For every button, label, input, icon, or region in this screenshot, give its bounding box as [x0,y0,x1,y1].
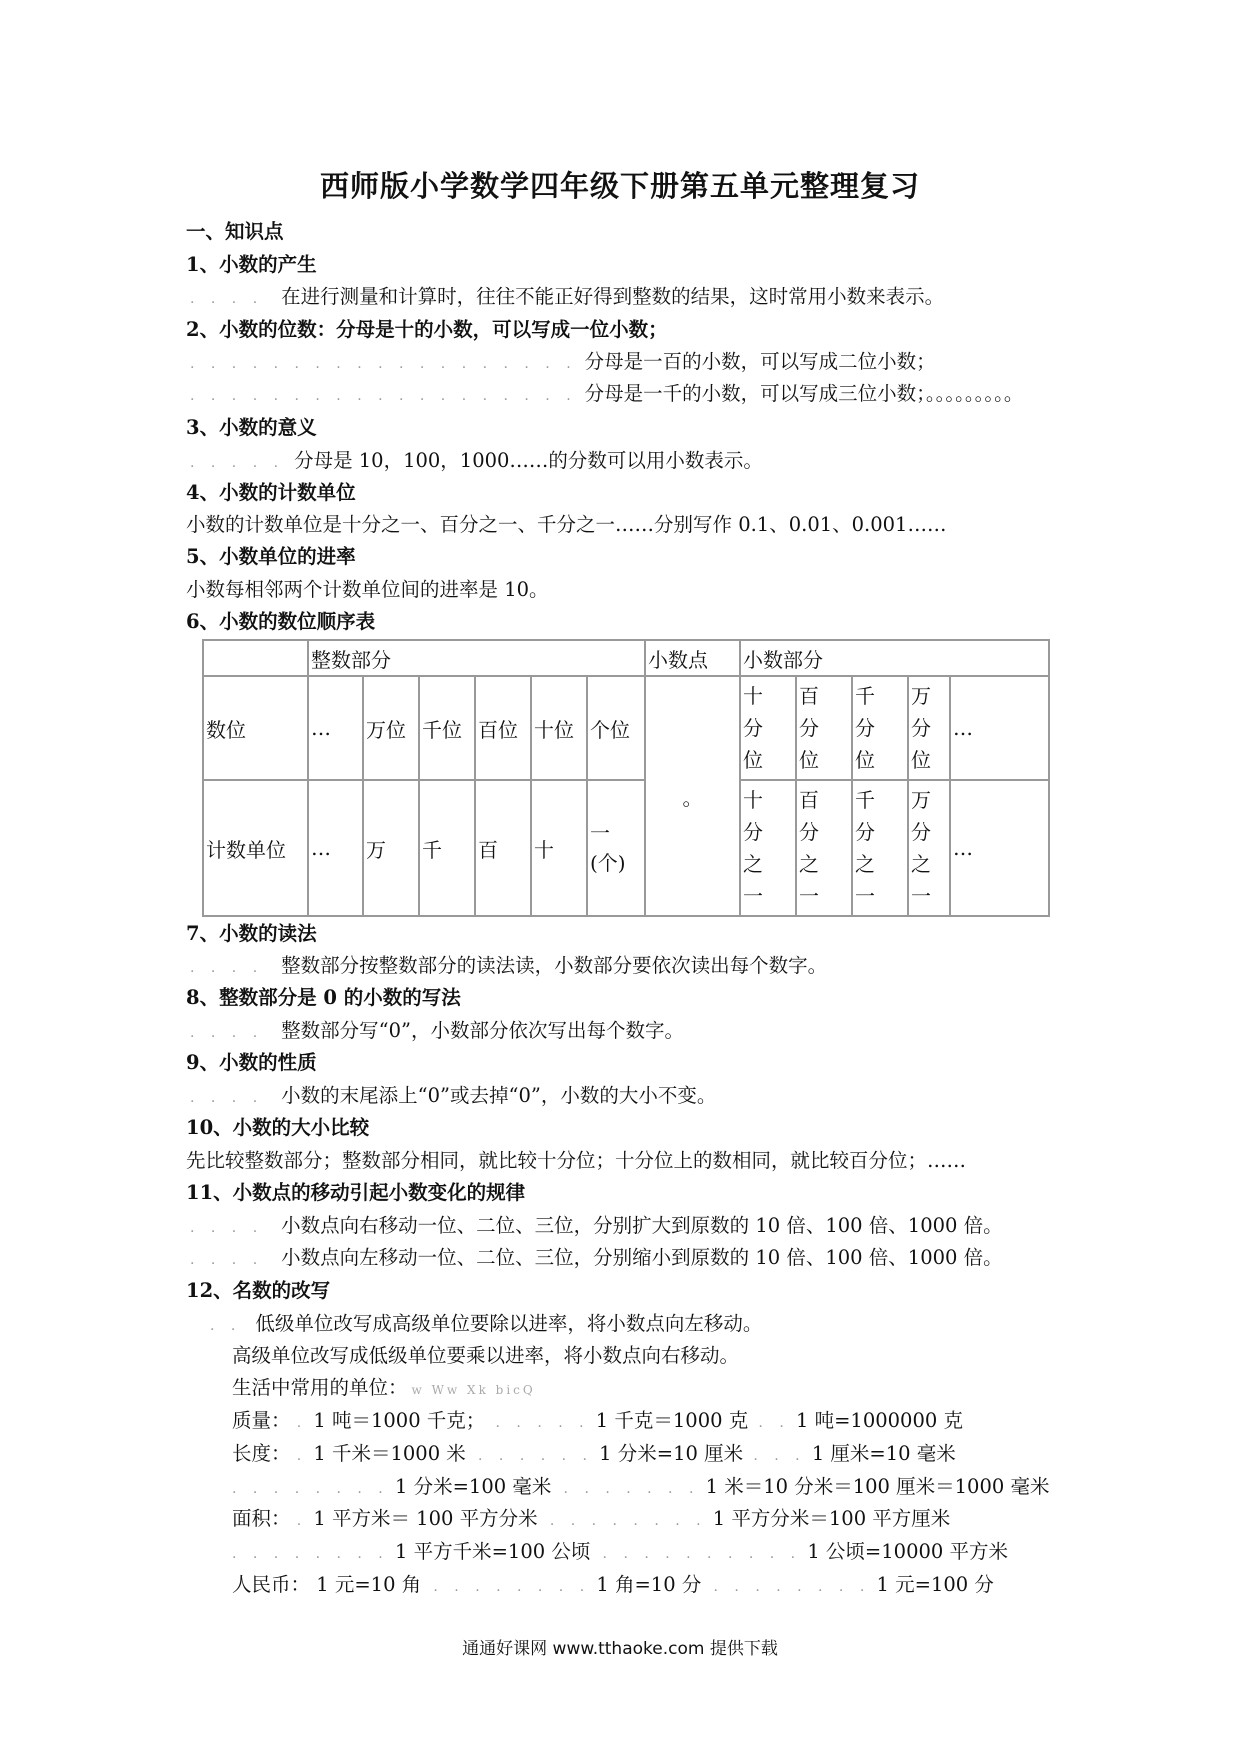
s9-text-row [190,1081,716,1113]
s8-text: 整数部分写“0”，小数部分依次写出每个数字。 [281,1019,685,1042]
s12-line2: 高级单位改写成低级单位要乘以进率，将小数点向右移动。 [232,1344,740,1367]
mass-item: 1 吨=1000000 克 [795,1409,963,1432]
table-corner-cell [203,640,308,676]
dec-unit-cell: 千 分 之 一 [852,780,908,916]
leader-dots: . . . . [190,1090,264,1106]
leader-dots: . . . . . . . . [713,1579,871,1595]
dec-place-cell: 千 分 位 [852,676,908,780]
table-header-row [203,640,1049,676]
int-place-cell: 个位 [587,676,645,780]
s8-text-row [190,1016,684,1048]
leader-dots: . . . . [190,1025,264,1041]
mass-label: 质量： [232,1409,291,1432]
leader-dots: . [296,1415,308,1431]
dec-unit-cell: 十 分 之 一 [740,780,796,916]
s3-text: 分母是 10，100，1000……的分数可以用小数表示。 [294,449,763,472]
s2-line2: 分母是一百的小数，可以写成二位小数； [584,350,936,373]
leader-dots: . [296,1448,308,1464]
table-row-places [203,676,1049,780]
int-unit-cell: 一(个) [587,780,645,916]
s11-line1: 小数点向右移动一位、二位、三位，分别扩大到原数的 10 倍、100 倍、1000 倍。 [281,1214,1003,1237]
s3-text-row [190,446,763,478]
money-label: 人民币： [232,1573,311,1596]
leader-dots: . . . . . . . . [232,1546,389,1562]
int-unit-cell: 万 [363,780,419,916]
area-label: 面积： [232,1507,291,1530]
mass-item: 1 吨＝1000 千克； [313,1409,486,1432]
s3-heading: 3、小数的意义 [186,416,317,439]
length-item: 1 米＝10 分米＝100 厘米＝1000 毫米 [705,1475,1050,1498]
int-place-cell: 十位 [531,676,587,780]
int-ellipsis: … [308,676,363,780]
decimal-part-header: 小数部分 [740,640,1049,676]
s9-text: 小数的末尾添上“0”或去掉“0”，小数的大小不变。 [281,1084,717,1107]
int-unit-cell: 百 [475,780,531,916]
dec-ellipsis: … [950,780,1049,916]
leader-dots: . . . . . . . . [232,1481,389,1497]
s4-heading: 4、小数的计数单位 [186,481,356,504]
units-area-row1 [232,1504,950,1536]
dec-unit-cell: 百 分 之 一 [796,780,852,916]
s6-heading: 6、小数的数位顺序表 [186,610,376,633]
decimal-point-header: 小数点 [645,640,740,676]
s1-text-row [190,282,944,314]
s7-text: 整数部分按整数部分的读法读，小数部分要依次读出每个数字。 [281,954,828,977]
s5-text: 小数每相邻两个计数单位间的进率是 10。 [186,578,549,601]
length-label: 长度： [232,1442,291,1465]
units-length-row2 [232,1472,1049,1504]
s12-line1-row [210,1309,762,1341]
dec-unit-cell: 万 分 之 一 [908,780,950,916]
length-item: 1 千米＝1000 米 [313,1442,466,1465]
s10-text: 先比较整数部分；整数部分相同，就比较十分位；十分位上的数相同，就比较百分位；…… [186,1149,967,1172]
length-item: 1 分米=10 厘米 [599,1442,744,1465]
s12-line3-row [232,1373,536,1405]
s2-line2-row [190,347,936,379]
units-length-row1 [232,1439,956,1471]
leader-dots: . . . . . . [478,1448,593,1464]
dec-place-cell: 万 分 位 [908,676,950,780]
leader-dots: . . . . . . . . . . [602,1546,802,1562]
dec-place-cell: 百 分 位 [796,676,852,780]
s5-heading: 5、小数单位的进率 [186,545,356,568]
section-heading-knowledge: 一、知识点 [186,220,284,243]
s12-line1: 低级单位改写成高级单位要除以进率，将小数点向左移动。 [255,1312,763,1335]
leader-dots: . . . . [190,291,264,307]
page-title: 西师版小学数学四年级下册第五单元整理复习 [319,169,920,203]
s2-line3-row [190,379,1023,411]
area-item: 1 平方千米=100 公顷 [394,1540,591,1563]
s11-line2: 小数点向左移动一位、二位、三位，分别缩小到原数的 10 倍、100 倍、1000 倍。 [281,1246,1003,1269]
s10-heading: 10、小数的大小比较 [186,1116,370,1139]
leader-dots: . . . . . [495,1415,590,1431]
area-item: 1 平方分米＝100 平方厘米 [712,1507,951,1530]
int-place-cell: 万位 [363,676,419,780]
leader-dots: . . . [753,1448,806,1464]
s11-line2-row [190,1243,1003,1275]
leader-dots: . . . . [190,1220,264,1236]
int-place-cell: 百位 [475,676,531,780]
units-mass-row [232,1406,963,1438]
money-item: 1 角=10 分 [596,1573,702,1596]
leader-dots: . . . . . . . . . . . . . . . . . . . [190,388,577,404]
s12-heading: 12、名数的改写 [186,1279,331,1302]
place-value-table [202,639,1050,917]
leader-dots: . . . . [190,1252,264,1268]
table-row-units [203,780,1049,916]
length-item: 1 厘米=10 毫米 [811,1442,956,1465]
s2-heading: 2、小数的位数：分母是十的小数，可以写成一位小数； [186,318,668,341]
int-unit-cell: 十 [531,780,587,916]
leader-dots: . . . . . . . [563,1481,700,1497]
s4-text: 小数的计数单位是十分之一、百分之一、千分之一……分别写作 0.1、0.01、0.001…… [186,513,947,536]
s11-heading: 11、小数点的移动引起小数变化的规律 [186,1181,526,1204]
leader-dots: . . . . . . . . [549,1513,707,1529]
units-money-row [232,1570,994,1602]
row-label-units: 计数单位 [203,780,308,916]
int-ellipsis: … [308,780,363,916]
leader-dots: . . . . [190,960,264,976]
leader-dots: . . . . . . . . . . . . . . . . . . . [190,356,577,372]
s12-line3: 生活中常用的单位： [232,1376,408,1399]
s11-line1-row [190,1211,1003,1243]
s1-text: 在进行测量和计算时，往往不能正好得到整数的结果，这时常用小数来表示。 [281,285,945,308]
leader-dots: . . . . . [190,455,285,471]
length-item: 1 分米=100 毫米 [394,1475,552,1498]
footer-credit: 通通好课网 www.tthaoke.com 提供下载 [462,1639,778,1659]
area-item: 1 公顷=10000 平方米 [807,1540,1008,1563]
units-area-row2 [232,1537,1008,1569]
faint-artifact-text: w Ww Xk bicQ [411,1383,536,1397]
leader-dots: . . [758,1415,790,1431]
s8-heading: 8、整数部分是 0 的小数的写法 [186,986,461,1009]
money-item: 1 元=10 角 [316,1573,422,1596]
leader-dots: . [296,1513,308,1529]
leader-dots: . . . . . . . . [433,1579,591,1595]
dec-ellipsis: … [950,676,1049,780]
integer-part-header: 整数部分 [308,640,645,676]
money-item: 1 元=100 分 [876,1573,994,1596]
s7-heading: 7、小数的读法 [186,922,317,945]
mass-item: 1 千克＝1000 克 [595,1409,749,1432]
int-unit-cell: 千 [419,780,475,916]
s7-text-row [190,951,827,983]
s2-line3: 分母是一千的小数，可以写成三位小数；。。。。。。。。。 [584,382,1024,405]
decimal-point-cell: 。 [645,676,740,916]
row-label-places: 数位 [203,676,308,780]
s9-heading: 9、小数的性质 [186,1051,317,1074]
area-item: 1 平方米＝ 100 平方分米 [313,1507,538,1530]
int-place-cell: 千位 [419,676,475,780]
dec-place-cell: 十 分 位 [740,676,796,780]
s1-heading: 1、小数的产生 [186,253,317,276]
leader-dots: . . [210,1318,242,1334]
